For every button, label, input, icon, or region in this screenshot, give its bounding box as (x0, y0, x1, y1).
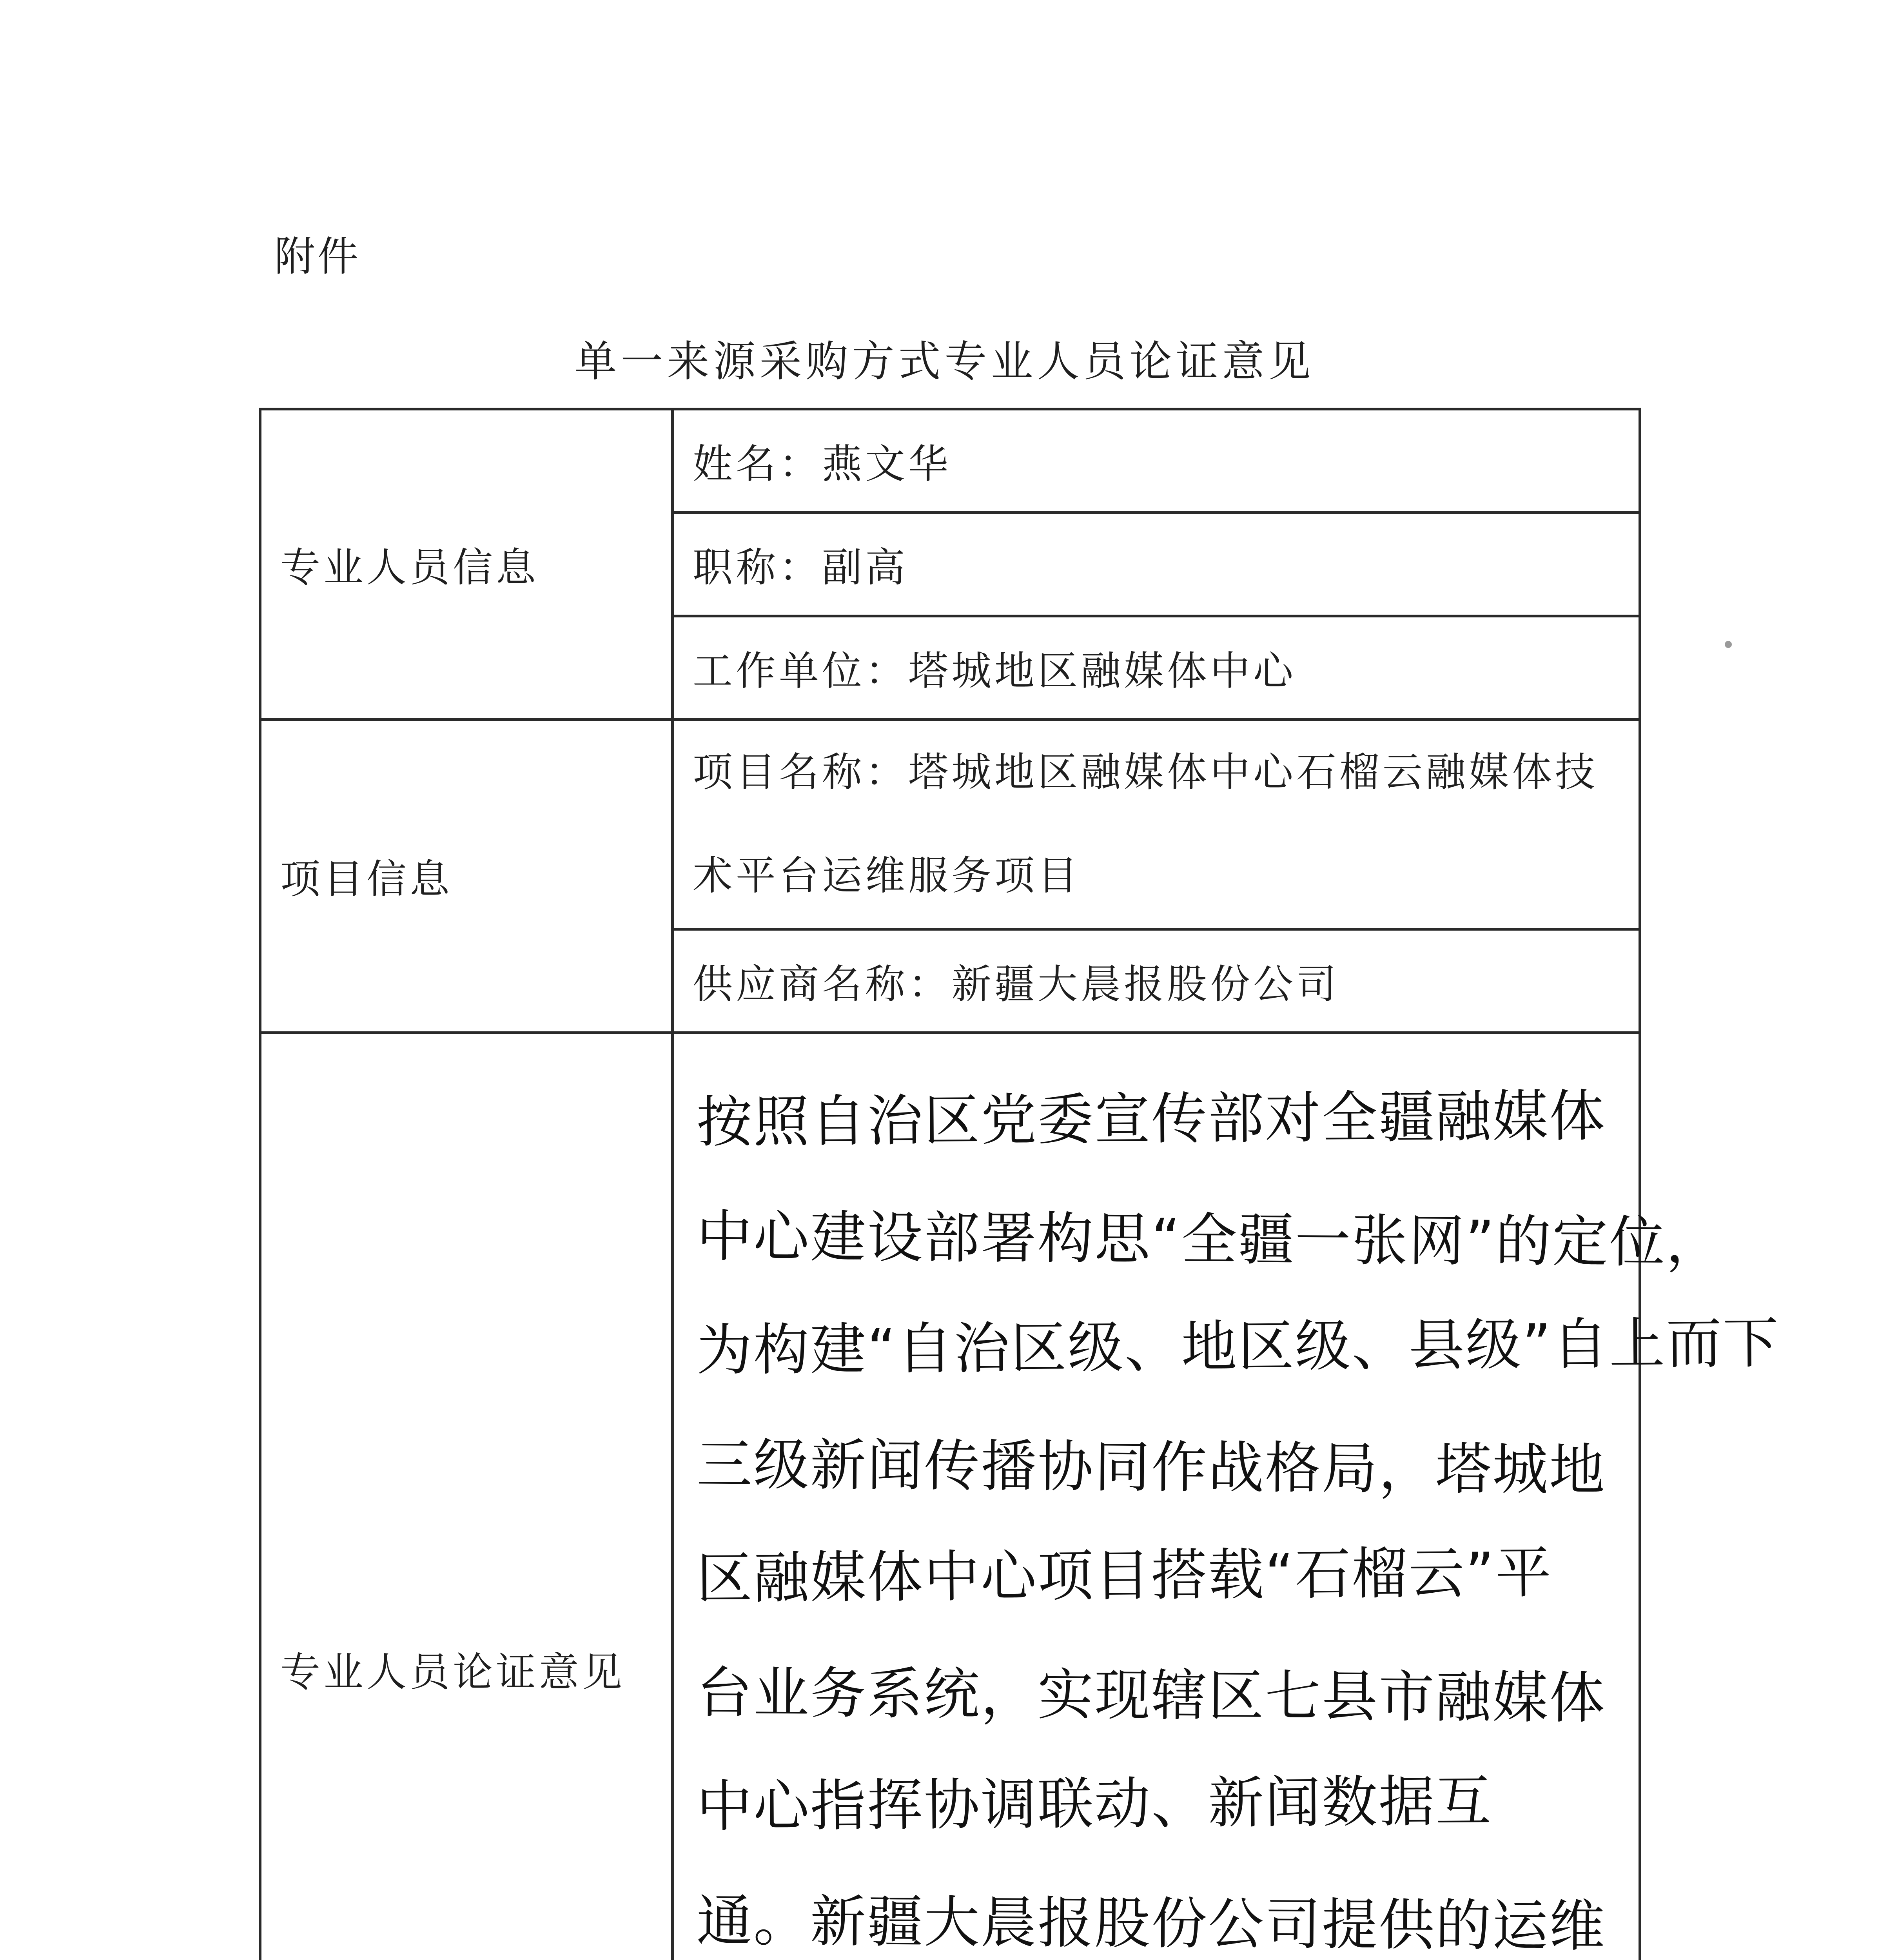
project-section-label: 项目信息 (260, 720, 673, 1033)
opinion-line: 三级新闻传播协同作战格局，塔城地 (696, 1432, 1606, 1503)
handwritten-opinion (673, 1033, 1780, 1960)
personnel-name: 姓名：燕文华 (673, 409, 1640, 513)
opinion-line: 中心指挥协调联动、新闻数据互 (696, 1769, 1493, 1839)
attachment-label: 附件 (274, 232, 361, 280)
opinion-line: 中心建设部署构思“全疆一张网”的定位， (696, 1204, 1723, 1275)
opinion-line: 区融媒体中心项目搭载“石榴云”平 (696, 1540, 1553, 1611)
opinion-line: 通。新疆大晨报股份公司提供的运维 (696, 1889, 1606, 1959)
supplier-name: 供应商名称：新疆大晨报股份公司 (673, 929, 1640, 1033)
personnel-section-label: 专业人员信息 (260, 409, 673, 720)
project-name-line-1: 项目名称：塔城地区融媒体中心石榴云融媒体技 (693, 749, 1598, 796)
form-title: 单一来源采购方式专业人员论证意见 (574, 337, 1315, 386)
opinion-line: 按照自治区党委宣传部对全疆融媒体 (696, 1083, 1606, 1155)
opinion-form-table (259, 408, 1780, 1960)
project-name-line-2: 术平台运维服务项目 (693, 853, 1081, 899)
personnel-name-row (260, 409, 1640, 513)
opinion-line: 台业务系统，实现辖区七县市融媒体 (696, 1661, 1606, 1731)
scan-speck (1725, 641, 1732, 648)
personnel-work-unit: 工作单位：塔城地区融媒体中心 (673, 616, 1640, 720)
opinion-row (260, 1033, 1640, 1960)
personnel-title: 职称：副高 (673, 513, 1640, 616)
opinion-line: 为构建“自治区级、地区级、县级”自上而下 (696, 1310, 1780, 1383)
project-name-cell (673, 720, 1640, 929)
project-name-row (260, 720, 1640, 929)
opinion-section-label: 专业人员论证意见 (260, 1033, 673, 1960)
